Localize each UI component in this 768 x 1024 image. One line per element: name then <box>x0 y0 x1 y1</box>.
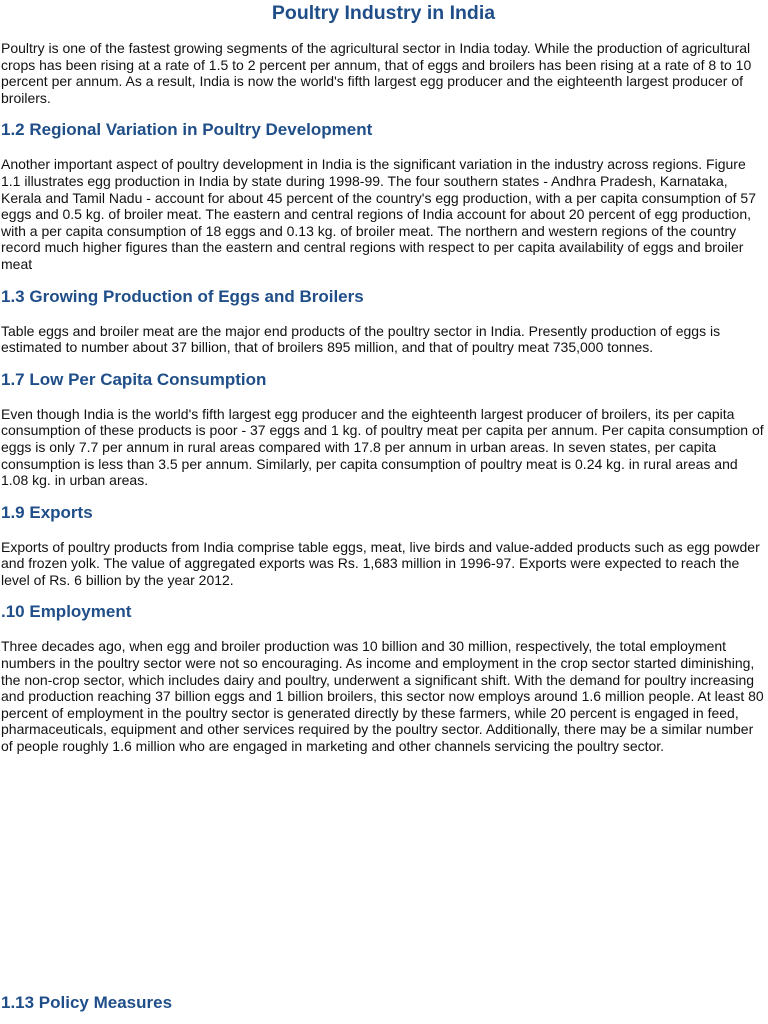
section-heading: .10 Employment <box>1 602 132 622</box>
section-regional-variation <box>1 120 766 272</box>
section-employment <box>1 602 766 754</box>
section-heading-policy-measures: 1.13 Policy Measures <box>1 993 173 1012</box>
section-paragraph: Exports of poultry products from India comprise table eggs, meat, live birds and value-added products such as egg powder and frozen yolk. The value of aggregated exports was Rs. 1,683 million in 1996-97. Exports were expected to reach the level of Rs. 6 billion by the year 2012. <box>1 538 760 588</box>
section-paragraph: Table eggs and broiler meat are the major end products of the poultry sector in India. Presently production of eggs is estimated to number about 37 billion, that of broilers 895 million, and that of poultry meat 735,000 tonnes. <box>1 322 721 356</box>
section-paragraph: Even though India is the world's fifth largest egg producer and the eighteenth largest producer of broilers, its per capita consumption of these products is poor - 37 eggs and 1 kg. of poultry meat per capita per annum. Per capita consumption of eggs is only 7.7 per annum in rural areas compared with 17.8 per annum in urban areas. In seven states, per capita consumption is less than 3.5 per annum. Similarly, per capita consumption of poultry meat is 0.24 kg. in rural areas and 1.08 kg. in urban areas. <box>1 405 764 489</box>
section-heading: 1.7 Low Per Capita Consumption <box>1 369 267 389</box>
section-heading: 1.9 Exports <box>1 502 93 522</box>
section-low-consumption <box>1 370 766 489</box>
intro-paragraph: Poultry is one of the fastest growing segments of the agricultural sector in India today. While the production of agricultural crops has been rising at a rate of 1.5 to 2 percent per annum, that of eggs and broilers has been rising at a rate of 8 to 10 percent per annum. As a result, India is now the world's fifth largest egg producer and the eighteenth largest producer of broilers. <box>1 40 752 106</box>
section-heading: 1.2 Regional Variation in Poultry Development <box>1 120 373 140</box>
section-paragraph: Three decades ago, when egg and broiler production was 10 billion and 30 million, respectively, the total employment numbers in the poultry sector were not so encouraging. As income and employment in the crop sector started diminishing, the non-crop sector, which includes dairy and poultry, underwent a significant shift. With the demand for poultry increasing and production reaching 37 billion eggs and 1 billion broilers, this sector now employs around 1.6 million people. At least 80 percent of employment in the poultry sector is generated directly by these farmers, while 20 percent is engaged in feed, pharmaceuticals, equipment and other services required by the poultry sector. Additionally, there may be a similar number of people roughly 1.6 million who are engaged in marketing and other channels servicing the poultry sector. <box>1 638 764 755</box>
section-paragraph: Another important aspect of poultry development in India is the significant variation in the industry across regions. Figure 1.1 illustrates egg production in India by state during 1998-99. The four southern states - Andhra Pradesh, Karnataka, Kerala and Tamil Nadu - account for about 45 percent of the country's egg production, with a per capita consumption of 57 eggs and 0.5 kg. of broiler meat. The eastern and central regions of India account for about 20 percent of egg production, with a per capita consumption of 18 eggs and 0.13 kg. of broiler meat. The northern and western regions of the country record much higher figures than the eastern and central regions with respect to per capita availability of eggs and broiler meat <box>1 156 756 272</box>
section-heading: 1.3 Growing Production of Eggs and Broilers <box>1 286 364 306</box>
section-exports <box>1 503 766 589</box>
document-title: Poultry Industry in India <box>271 2 496 24</box>
section-growing-production <box>1 287 766 356</box>
